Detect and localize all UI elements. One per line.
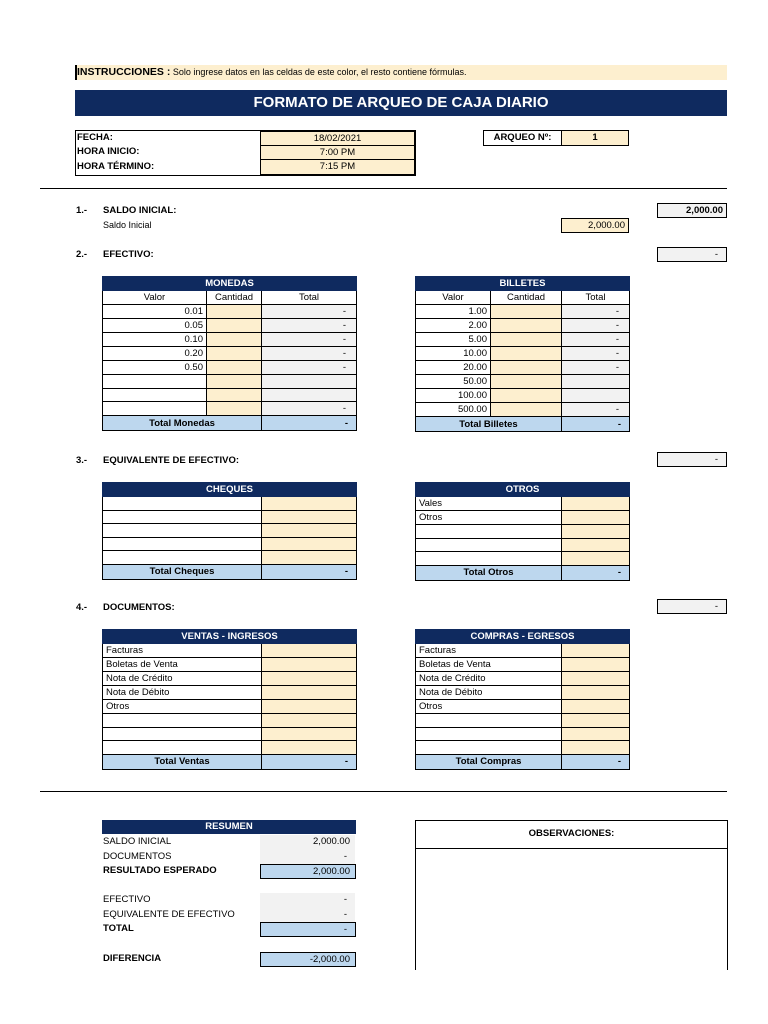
table-row xyxy=(103,319,357,333)
billetes-col-cantidad: Cantidad xyxy=(491,291,562,305)
monedas-title: MONEDAS xyxy=(103,277,357,291)
fecha-input[interactable]: 18/02/2021 xyxy=(260,131,415,146)
compras-amount-input[interactable] xyxy=(562,644,630,658)
resumen-total-label: TOTAL xyxy=(103,923,134,934)
otros-amount-input[interactable] xyxy=(562,552,630,566)
compras-desc xyxy=(416,714,562,728)
table-row xyxy=(416,375,630,389)
total-cell: - xyxy=(562,319,630,333)
cantidad-input[interactable] xyxy=(207,402,262,416)
otros-amount-input[interactable] xyxy=(562,511,630,525)
compras-amount-input[interactable] xyxy=(562,658,630,672)
valor-cell: 0.10 xyxy=(103,333,207,347)
cantidad-input[interactable] xyxy=(491,305,562,319)
ventas-table xyxy=(102,629,357,770)
table-row xyxy=(103,714,357,728)
cantidad-input[interactable] xyxy=(207,347,262,361)
total-cell: - xyxy=(262,347,357,361)
compras-amount-input[interactable] xyxy=(562,741,630,755)
total-cell: - xyxy=(562,333,630,347)
total-ventas-label: Total Ventas xyxy=(103,754,262,769)
total-cell xyxy=(262,375,357,389)
cantidad-input[interactable] xyxy=(207,319,262,333)
ventas-amount-input[interactable] xyxy=(262,644,357,658)
ventas-amount-input[interactable] xyxy=(262,658,357,672)
table-row xyxy=(416,403,630,417)
resumen-saldo-value: 2,000.00 xyxy=(260,835,355,850)
s2-title: EFECTIVO: xyxy=(103,249,154,260)
total-cell: - xyxy=(262,333,357,347)
compras-amount-input[interactable] xyxy=(562,686,630,700)
billetes-table xyxy=(415,276,630,432)
s3-number: 3.- xyxy=(76,455,88,466)
table-row xyxy=(103,388,357,402)
total-monedas-value: - xyxy=(262,416,357,431)
compras-desc: Boletas de Venta xyxy=(416,658,562,672)
fecha-label: FECHA: xyxy=(77,132,113,143)
table-row xyxy=(416,714,630,728)
total-compras-value: - xyxy=(562,754,630,769)
total-cell: - xyxy=(562,361,630,375)
instructions-banner xyxy=(75,65,727,80)
valor-cell xyxy=(103,375,207,389)
resumen-total-value: - xyxy=(260,922,356,937)
table-row xyxy=(416,361,630,375)
cantidad-input[interactable] xyxy=(207,388,262,402)
cantidad-input[interactable] xyxy=(491,375,562,389)
resumen-esperado-value: 2,000.00 xyxy=(260,864,356,879)
divider-bottom xyxy=(40,791,727,792)
cantidad-input[interactable] xyxy=(491,319,562,333)
table-row xyxy=(103,672,357,686)
cantidad-input[interactable] xyxy=(207,333,262,347)
resumen-diferencia-label: DIFERENCIA xyxy=(103,953,162,964)
table-row xyxy=(103,741,357,755)
s4-total: - xyxy=(657,599,727,614)
hora-inicio-input[interactable]: 7:00 PM xyxy=(260,145,415,160)
resumen-equiv-label: EQUIVALENTE DE EFECTIVO xyxy=(103,909,235,920)
observaciones-divider xyxy=(415,848,728,849)
table-row xyxy=(103,375,357,389)
cheque-amount-input[interactable] xyxy=(262,497,357,511)
divider-top xyxy=(40,188,727,189)
table-row xyxy=(103,524,357,538)
compras-amount-input[interactable] xyxy=(562,727,630,741)
cantidad-input[interactable] xyxy=(491,361,562,375)
ventas-desc: Nota de Crédito xyxy=(103,672,262,686)
observaciones-box[interactable] xyxy=(415,820,728,970)
saldo-inicial-label: Saldo Inicial xyxy=(103,220,152,230)
ventas-amount-input[interactable] xyxy=(262,741,357,755)
table-row xyxy=(103,510,357,524)
table-row xyxy=(416,700,630,714)
s1-number: 1.- xyxy=(76,205,88,216)
total-otros-value: - xyxy=(562,565,630,580)
resumen-efectivo-value: - xyxy=(260,893,355,908)
instructions-marker xyxy=(75,65,77,80)
cheque-desc[interactable] xyxy=(103,537,262,551)
cantidad-input[interactable] xyxy=(207,375,262,389)
compras-desc: Facturas xyxy=(416,644,562,658)
arqueo-input[interactable]: 1 xyxy=(561,130,629,146)
table-row xyxy=(103,658,357,672)
total-cell: - xyxy=(262,305,357,319)
ventas-amount-input[interactable] xyxy=(262,686,357,700)
compras-desc: Nota de Crédito xyxy=(416,672,562,686)
ventas-desc xyxy=(103,741,262,755)
total-ventas-value: - xyxy=(262,754,357,769)
table-row xyxy=(416,389,630,403)
cantidad-input[interactable] xyxy=(207,305,262,319)
instructions-label: INSTRUCCIONES : xyxy=(77,66,171,78)
resumen-efectivo-label: EFECTIVO xyxy=(103,894,151,905)
ventas-amount-input[interactable] xyxy=(262,700,357,714)
cheques-table xyxy=(102,482,357,580)
total-cheques-label: Total Cheques xyxy=(103,564,262,579)
ventas-desc: Nota de Débito xyxy=(103,686,262,700)
cantidad-input[interactable] xyxy=(491,347,562,361)
page-title: FORMATO DE ARQUEO DE CAJA DIARIO xyxy=(75,90,727,116)
observaciones-title: OBSERVACIONES: xyxy=(528,828,615,839)
valor-cell xyxy=(103,402,207,416)
total-cell: - xyxy=(562,403,630,417)
total-cell xyxy=(562,375,630,389)
ventas-title: VENTAS - INGRESOS xyxy=(103,630,357,644)
billetes-col-total: Total xyxy=(562,291,630,305)
table-row xyxy=(416,658,630,672)
otros-amount-input[interactable] xyxy=(562,538,630,552)
s4-number: 4.- xyxy=(76,602,88,613)
s3-title: EQUIVALENTE DE EFECTIVO: xyxy=(103,455,240,466)
resumen-docs-value: - xyxy=(260,850,355,864)
otros-amount-input[interactable] xyxy=(562,525,630,539)
s2-total: - xyxy=(657,247,727,262)
resumen-saldo-label: SALDO INICIAL xyxy=(103,836,172,847)
table-row xyxy=(103,305,357,319)
valor-cell: 10.00 xyxy=(416,347,491,361)
valor-cell: 1.00 xyxy=(416,305,491,319)
cheque-amount-input[interactable] xyxy=(262,510,357,524)
valor-cell: 0.05 xyxy=(103,319,207,333)
cantidad-input[interactable] xyxy=(207,361,262,375)
compras-amount-input[interactable] xyxy=(562,672,630,686)
cheque-desc[interactable] xyxy=(103,551,262,565)
total-cell: - xyxy=(262,319,357,333)
otros-desc: Vales xyxy=(416,497,562,511)
compras-desc xyxy=(416,741,562,755)
table-row xyxy=(416,644,630,658)
total-cell xyxy=(562,389,630,403)
cheque-desc[interactable] xyxy=(103,524,262,538)
table-row xyxy=(416,741,630,755)
table-row xyxy=(416,305,630,319)
s4-title: DOCUMENTOS: xyxy=(103,602,175,613)
saldo-inicial-input[interactable]: 2,000.00 xyxy=(561,218,629,233)
cantidad-input[interactable] xyxy=(491,333,562,347)
table-row xyxy=(103,347,357,361)
monedas-col-cantidad: Cantidad xyxy=(207,291,262,305)
total-compras-label: Total Compras xyxy=(416,754,562,769)
table-row xyxy=(103,727,357,741)
cheque-amount-input[interactable] xyxy=(262,551,357,565)
valor-cell: 0.50 xyxy=(103,361,207,375)
total-otros-label: Total Otros xyxy=(416,565,562,580)
cheque-desc[interactable] xyxy=(103,510,262,524)
billetes-col-valor: Valor xyxy=(416,291,491,305)
total-billetes-value: - xyxy=(562,417,630,432)
table-row xyxy=(103,361,357,375)
ventas-desc xyxy=(103,727,262,741)
table-row xyxy=(416,319,630,333)
compras-amount-input[interactable] xyxy=(562,714,630,728)
table-row xyxy=(416,511,630,525)
s1-title: SALDO INICIAL: xyxy=(103,205,177,216)
otros-title: OTROS xyxy=(416,483,630,497)
table-row xyxy=(103,402,357,416)
total-cell: - xyxy=(262,361,357,375)
table-row xyxy=(416,497,630,511)
cantidad-input[interactable] xyxy=(491,389,562,403)
table-row xyxy=(416,686,630,700)
table-row xyxy=(416,538,630,552)
total-cell: - xyxy=(262,402,357,416)
monedas-table xyxy=(102,276,357,431)
valor-cell: 50.00 xyxy=(416,375,491,389)
valor-cell: 0.01 xyxy=(103,305,207,319)
valor-cell: 5.00 xyxy=(416,333,491,347)
billetes-title: BILLETES xyxy=(416,277,630,291)
cheque-desc[interactable] xyxy=(103,497,262,511)
hora-termino-input[interactable]: 7:15 PM xyxy=(260,159,415,175)
cheque-amount-input[interactable] xyxy=(262,524,357,538)
hora-termino-label: HORA TÉRMINO: xyxy=(77,161,155,172)
valor-cell: 100.00 xyxy=(416,389,491,403)
otros-desc xyxy=(416,525,562,539)
total-cheques-value: - xyxy=(262,564,357,579)
compras-table xyxy=(415,629,630,770)
valor-cell xyxy=(103,388,207,402)
table-row xyxy=(103,700,357,714)
resumen-diferencia-value: -2,000.00 xyxy=(260,952,356,967)
table-row xyxy=(416,672,630,686)
cheque-amount-input[interactable] xyxy=(262,537,357,551)
table-row xyxy=(416,525,630,539)
resumen-esperado-label: RESULTADO ESPERADO xyxy=(103,865,217,876)
compras-title: COMPRAS - EGRESOS xyxy=(416,630,630,644)
total-cell: - xyxy=(562,305,630,319)
s2-number: 2.- xyxy=(76,249,88,260)
otros-table xyxy=(415,482,630,581)
ventas-desc: Boletas de Venta xyxy=(103,658,262,672)
table-row xyxy=(416,727,630,741)
valor-cell: 20.00 xyxy=(416,361,491,375)
arqueo-label: ARQUEO Nº: xyxy=(483,130,562,146)
table-row xyxy=(103,497,357,511)
compras-desc: Nota de Débito xyxy=(416,686,562,700)
compras-desc xyxy=(416,727,562,741)
otros-desc xyxy=(416,538,562,552)
otros-desc: Otros xyxy=(416,511,562,525)
valor-cell: 2.00 xyxy=(416,319,491,333)
s1-total: 2,000.00 xyxy=(657,203,727,218)
otros-amount-input[interactable] xyxy=(562,497,630,511)
total-cell: - xyxy=(562,347,630,361)
otros-desc xyxy=(416,552,562,566)
table-row xyxy=(103,686,357,700)
valor-cell: 500.00 xyxy=(416,403,491,417)
hora-inicio-label: HORA INICIO: xyxy=(77,146,140,157)
compras-amount-input[interactable] xyxy=(562,700,630,714)
total-monedas-label: Total Monedas xyxy=(103,416,262,431)
valor-cell: 0.20 xyxy=(103,347,207,361)
table-row xyxy=(416,333,630,347)
total-billetes-label: Total Billetes xyxy=(416,417,562,432)
table-row xyxy=(416,347,630,361)
ventas-desc: Otros xyxy=(103,700,262,714)
total-cell xyxy=(262,388,357,402)
instructions-text: Solo ingrese datos en las celdas de este color, el resto contiene fórmulas. xyxy=(170,67,467,77)
cheques-title: CHEQUES xyxy=(103,483,357,497)
ventas-amount-input[interactable] xyxy=(262,672,357,686)
s3-total: - xyxy=(657,452,727,467)
ventas-amount-input[interactable] xyxy=(262,714,357,728)
monedas-col-valor: Valor xyxy=(103,291,207,305)
table-row xyxy=(103,644,357,658)
resumen-title: RESUMEN xyxy=(102,820,356,834)
ventas-desc xyxy=(103,714,262,728)
compras-desc: Otros xyxy=(416,700,562,714)
ventas-amount-input[interactable] xyxy=(262,727,357,741)
table-row xyxy=(103,333,357,347)
monedas-col-total: Total xyxy=(262,291,357,305)
ventas-desc: Facturas xyxy=(103,644,262,658)
resumen-equiv-value: - xyxy=(260,908,355,922)
resumen-docs-label: DOCUMENTOS xyxy=(103,851,172,862)
table-row xyxy=(103,537,357,551)
table-row xyxy=(103,551,357,565)
table-row xyxy=(416,552,630,566)
cantidad-input[interactable] xyxy=(491,403,562,417)
